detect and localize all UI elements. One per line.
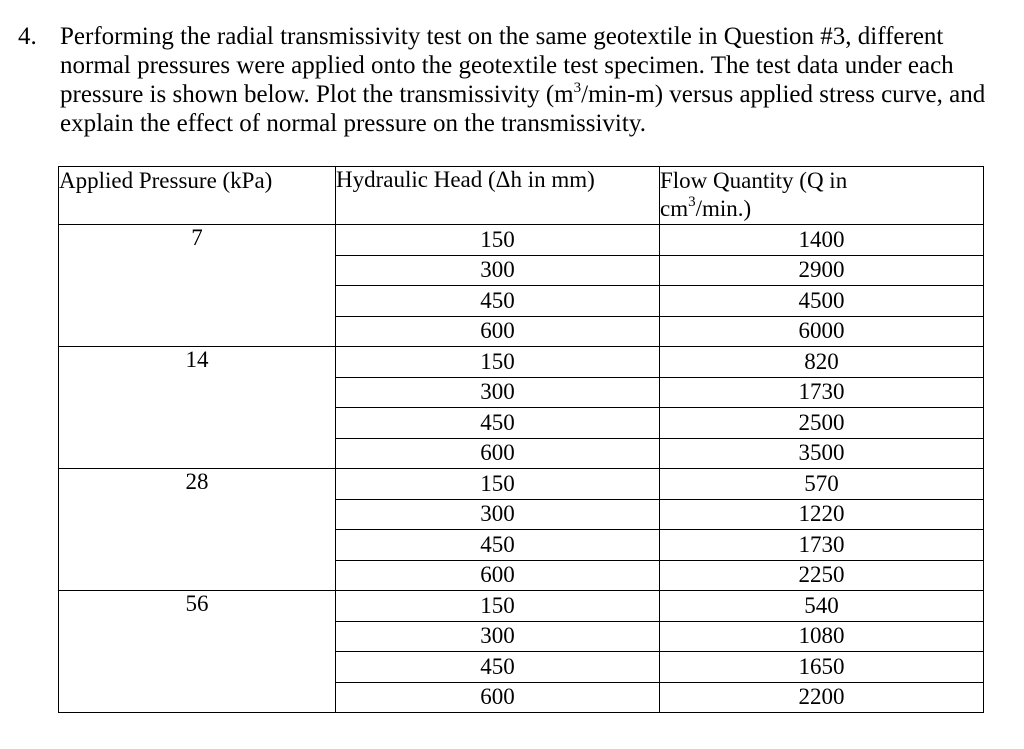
head-cell: 450 xyxy=(336,530,660,561)
head-cell: 600 xyxy=(336,560,660,591)
table-row xyxy=(59,347,984,378)
flow-cell: 570 xyxy=(660,469,984,500)
table-row xyxy=(59,469,984,500)
head-cell: 150 xyxy=(336,591,660,622)
question-line xyxy=(60,22,1005,51)
header-flow-quantity xyxy=(660,167,984,225)
flow-cell: 540 xyxy=(660,591,984,622)
head-cell: 150 xyxy=(336,225,660,256)
pressure-cell: 56 xyxy=(59,591,336,713)
flow-cell: 1650 xyxy=(660,652,984,683)
flow-cell: 1080 xyxy=(660,621,984,652)
table-row xyxy=(59,225,984,256)
flow-cell: 2200 xyxy=(660,682,984,713)
flow-cell: 1730 xyxy=(660,377,984,408)
head-cell: 600 xyxy=(336,316,660,347)
flow-cell: 2250 xyxy=(660,560,984,591)
question-line xyxy=(60,51,1005,80)
pressure-cell: 7 xyxy=(59,225,336,347)
head-cell: 300 xyxy=(336,621,660,652)
superscript: 3 xyxy=(688,194,696,210)
head-cell: 150 xyxy=(336,469,660,500)
flow-cell: 2500 xyxy=(660,408,984,439)
flow-cell: 3500 xyxy=(660,438,984,469)
head-cell: 150 xyxy=(336,347,660,378)
flow-cell: 4500 xyxy=(660,286,984,317)
pressure-cell: 14 xyxy=(59,347,336,469)
pressure-cell: 28 xyxy=(59,469,336,591)
question-line xyxy=(60,80,1005,109)
header-flow-text: Flow Quantity (Q in xyxy=(660,168,848,193)
head-cell: 300 xyxy=(336,499,660,530)
header-flow-unit: cm xyxy=(660,196,689,221)
flow-cell: 6000 xyxy=(660,316,984,347)
head-cell: 450 xyxy=(336,652,660,683)
question-line-text: pressure is shown below. Plot the transmissivity (m xyxy=(60,81,574,108)
header-applied-pressure: Applied Pressure (kPa) xyxy=(59,167,336,225)
question-line-text: Performing the radial transmissivity test on the same geotextile in Question #3, different xyxy=(60,23,944,50)
table-header-row xyxy=(59,167,984,225)
flow-cell: 2900 xyxy=(660,255,984,286)
flow-cell: 1730 xyxy=(660,530,984,561)
question-text xyxy=(60,22,1005,138)
head-cell: 450 xyxy=(336,286,660,317)
flow-cell: 820 xyxy=(660,347,984,378)
head-cell: 300 xyxy=(336,377,660,408)
head-cell: 600 xyxy=(336,682,660,713)
head-cell: 600 xyxy=(336,438,660,469)
superscript: 3 xyxy=(573,80,582,96)
question-number: 4. xyxy=(18,23,37,50)
header-flow-unit-tail: /min.) xyxy=(695,196,752,221)
flow-cell: 1220 xyxy=(660,499,984,530)
table-row xyxy=(59,591,984,622)
test-data-table xyxy=(58,166,984,713)
head-cell: 300 xyxy=(336,255,660,286)
flow-cell: 1400 xyxy=(660,225,984,256)
question-line-text: explain the effect of normal pressure on the transmissivity. xyxy=(60,110,646,137)
head-cell: 450 xyxy=(336,408,660,439)
question-line xyxy=(60,109,1005,138)
question-line-text: normal pressures were applied onto the geotextile test specimen. The test data under each xyxy=(60,52,954,79)
header-hydraulic-head: Hydraulic Head (Δh in mm) xyxy=(336,167,660,225)
question-line-text: /min-m) versus applied stress curve, and xyxy=(581,81,986,108)
